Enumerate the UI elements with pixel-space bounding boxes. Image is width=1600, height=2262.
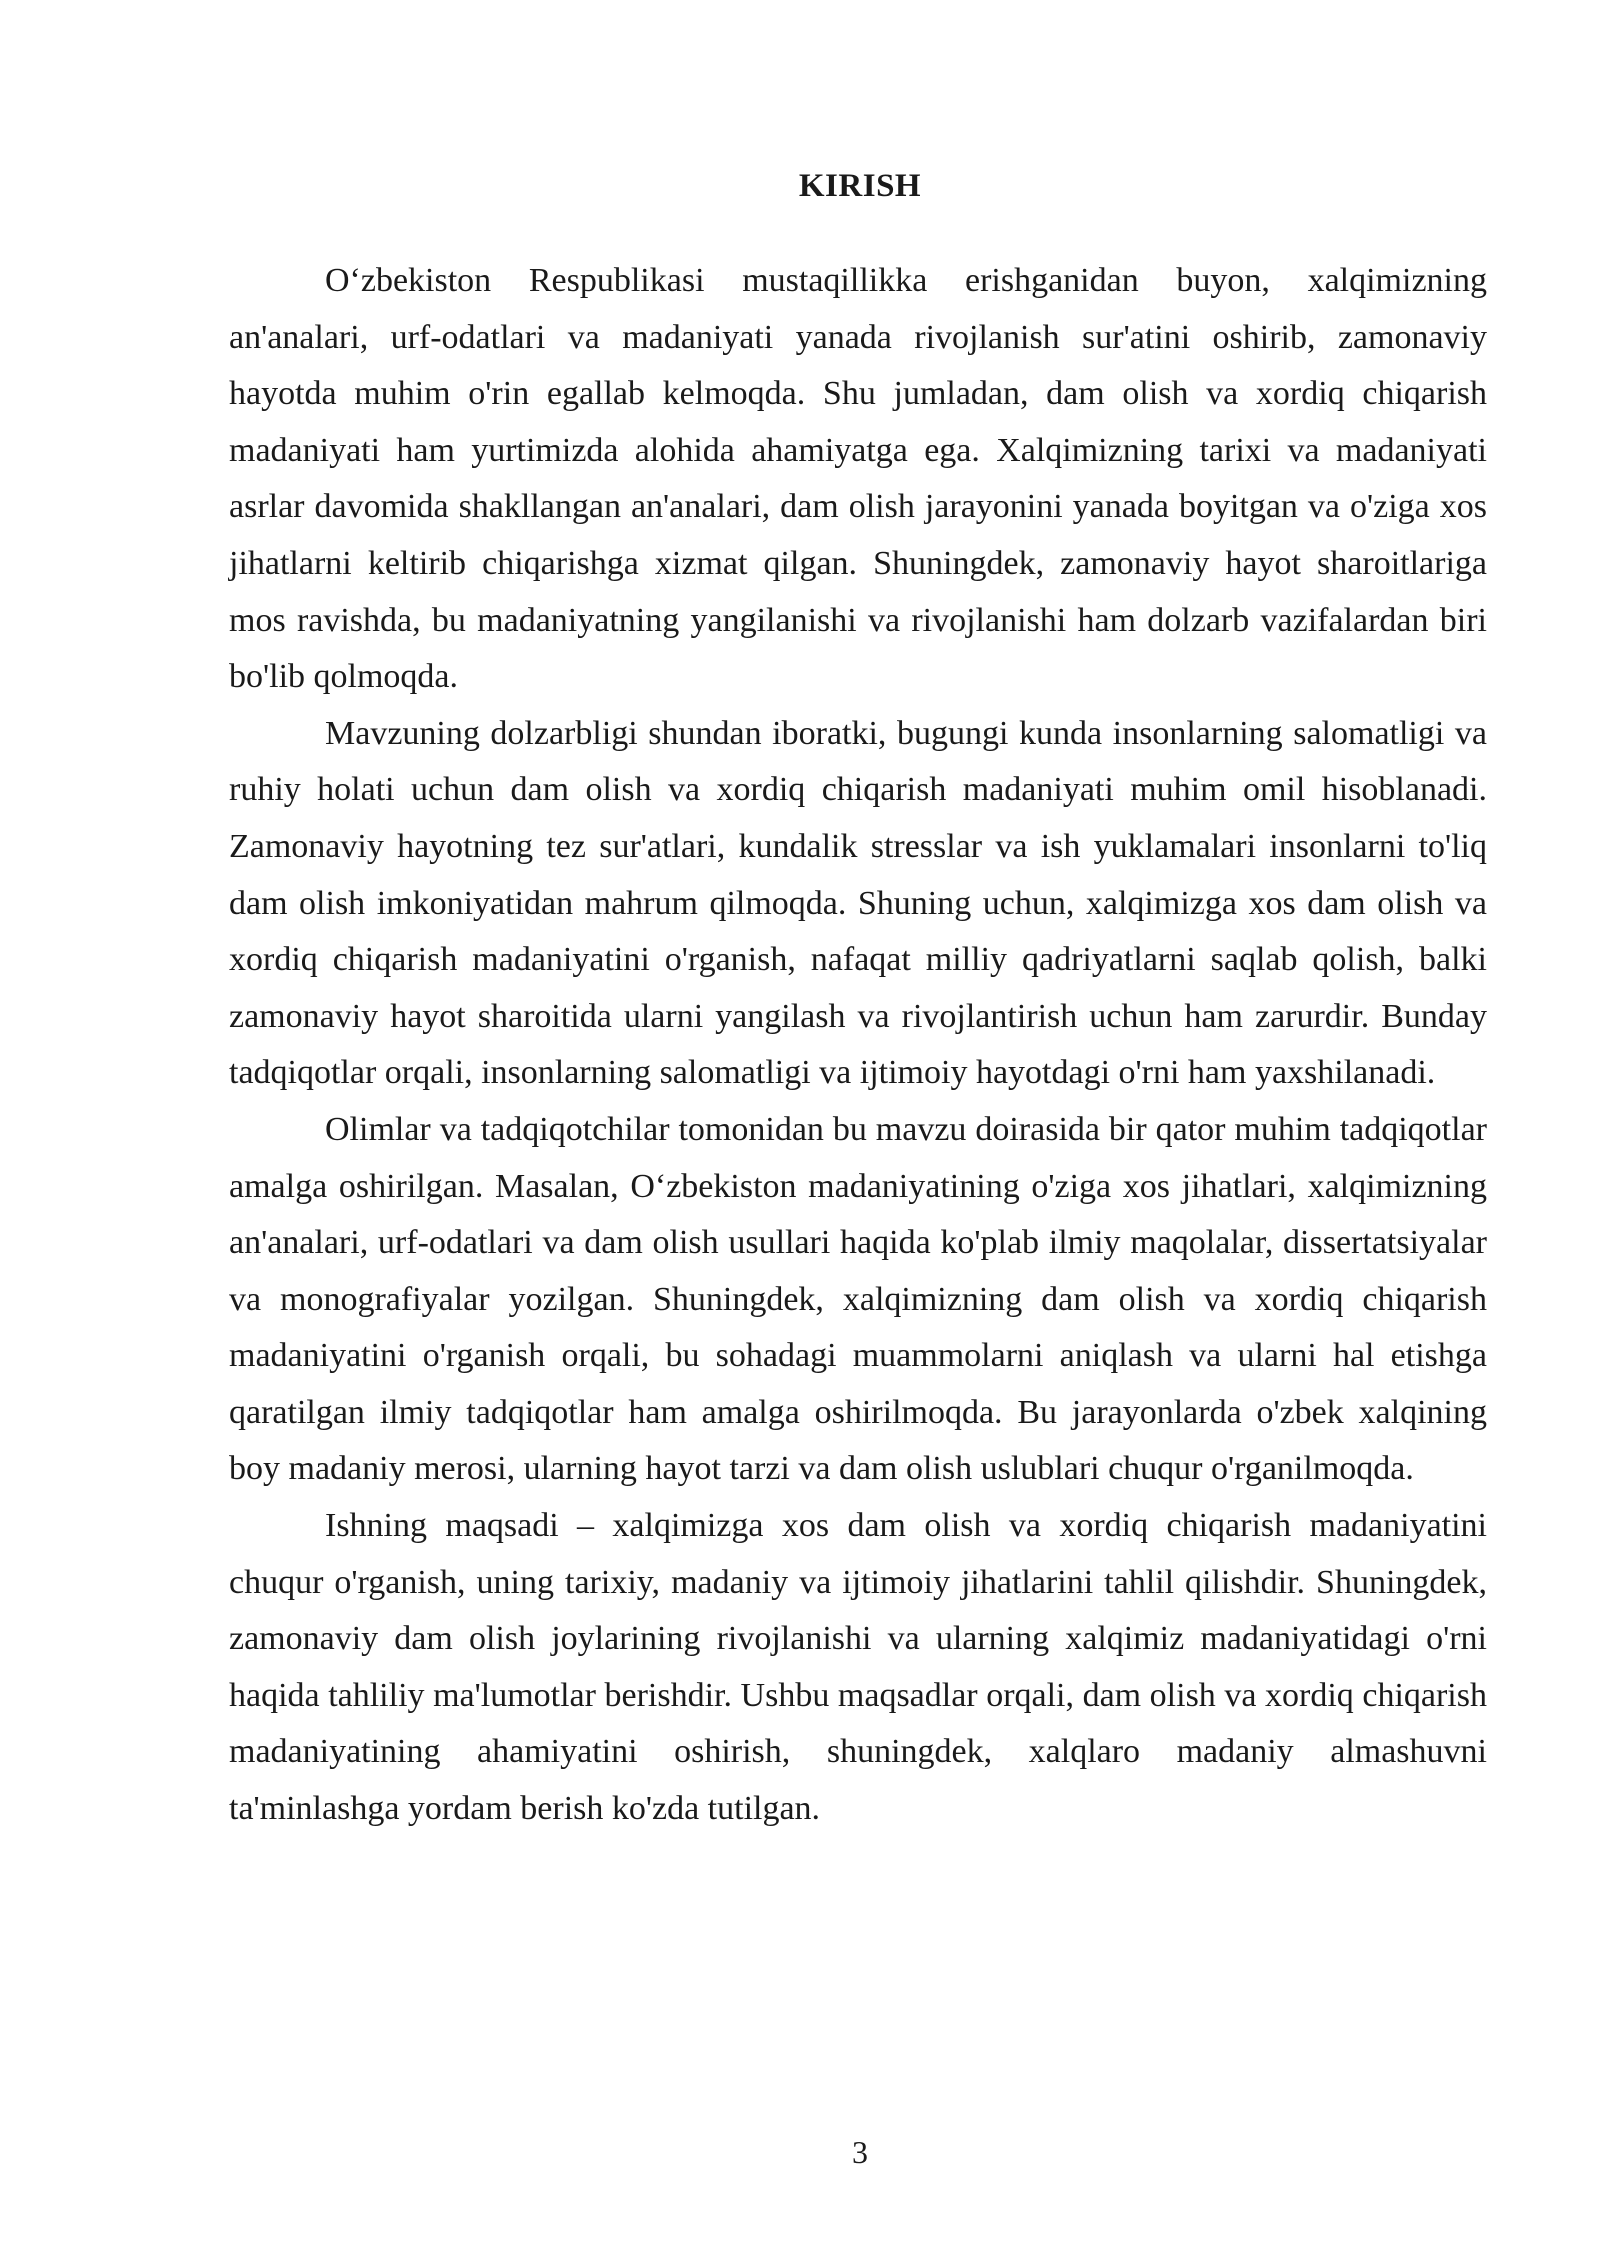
paragraph-relevance: Mavzuning dolzarbligi shundan iboratki, bugungi kunda insonlarning salomatligi va ruhiy holati uchun dam olish va xordiq chiqarish madaniyati muhim omil hisoblanadi. Zamonaviy hayotning tez sur'atlari, kundalik stresslar va ish yuklamalari insonlarni to'liq dam olish imkoniyatidan mahrum qilmoqda. Shuning uchun, xalqimizga xos dam olish va xordiq chiqarish madaniyatini o'rganish, nafaqat milliy qadriyatlarni saqlab qolish, balki zamonaviy hayot sharoitida ularni yangilash va rivojlantirish uchun ham zarurdir. Bunday tadqiqotlar orqali, insonlarning salomatligi va ijtimoiy hayotdagi o'rni ham yaxshilanadi.: [229, 714, 1487, 1092]
page-title: KIRISH: [798, 168, 922, 204]
document-body: [229, 253, 1487, 1838]
page-number: 3: [852, 2134, 868, 2170]
paragraph-intro: O‘zbekiston Respublikasi mustaqillikka erishganidan buyon, xalqimizning an'analari, urf-odatlari va madaniyati yanada rivojlanish sur'atini oshirib, zamonaviy hayotda muhim o'rin egallab kelmoqda. Shu jumladan, dam olish va xordiq chiqarish madaniyati ham yurtimizda alohida ahamiyatga ega. Xalqimizning tarixi va madaniyati asrlar davomida shakllangan an'analari, dam olish jarayonini yanada boyitgan va o'ziga xos jihatlarni keltirib chiqarishga xizmat qilgan. Shuningdek, zamonaviy hayot sharoitlariga mos ravishda, bu madaniyatning yangilanishi va rivojlanishi ham dolzarb vazifalardan biri bo'lib qolmoqda.: [229, 262, 1487, 696]
paragraph-research: Olimlar va tadqiqotchilar tomonidan bu mavzu doirasida bir qator muhim tadqiqotlar amalga oshirilgan. Masalan, O‘zbekiston madaniyatining o'ziga xos jihatlari, xalqimizning an'analari, urf-odatlari va dam olish usullari haqida ko'plab ilmiy maqolalar, dissertatsiyalar va monografiyalar yozilgan. Shuningdek, xalqimizning dam olish va xordiq chiqarish madaniyatini o'rganish orqali, bu sohadagi muammolarni aniqlash va ularni hal etishga qaratilgan ilmiy tadqiqotlar ham amalga oshirilmoqda. Bu jarayonlarda o'zbek xalqining boy madaniy merosi, ularning hayot tarzi va dam olish uslublari chuqur o'rganilmoqda.: [229, 1110, 1487, 1488]
paragraph-goal: Ishning maqsadi – xalqimizga xos dam olish va xordiq chiqarish madaniyatini chuqur o'rganish, uning tarixiy, madaniy va ijtimoiy jihatlarini tahlil qilishdir. Shuningdek, zamonaviy dam olish joylarining rivojlanishi va ularning xalqimiz madaniyatidagi o'rni haqida tahliliy ma'lumotlar berishdir. Ushbu maqsadlar orqali, dam olish va xordiq chiqarish madaniyatining ahamiyatini oshirish, shuningdek, xalqlaro madaniy almashuvni ta'minlashga yordam berish ko'zda tutilgan.: [229, 1507, 1487, 1828]
